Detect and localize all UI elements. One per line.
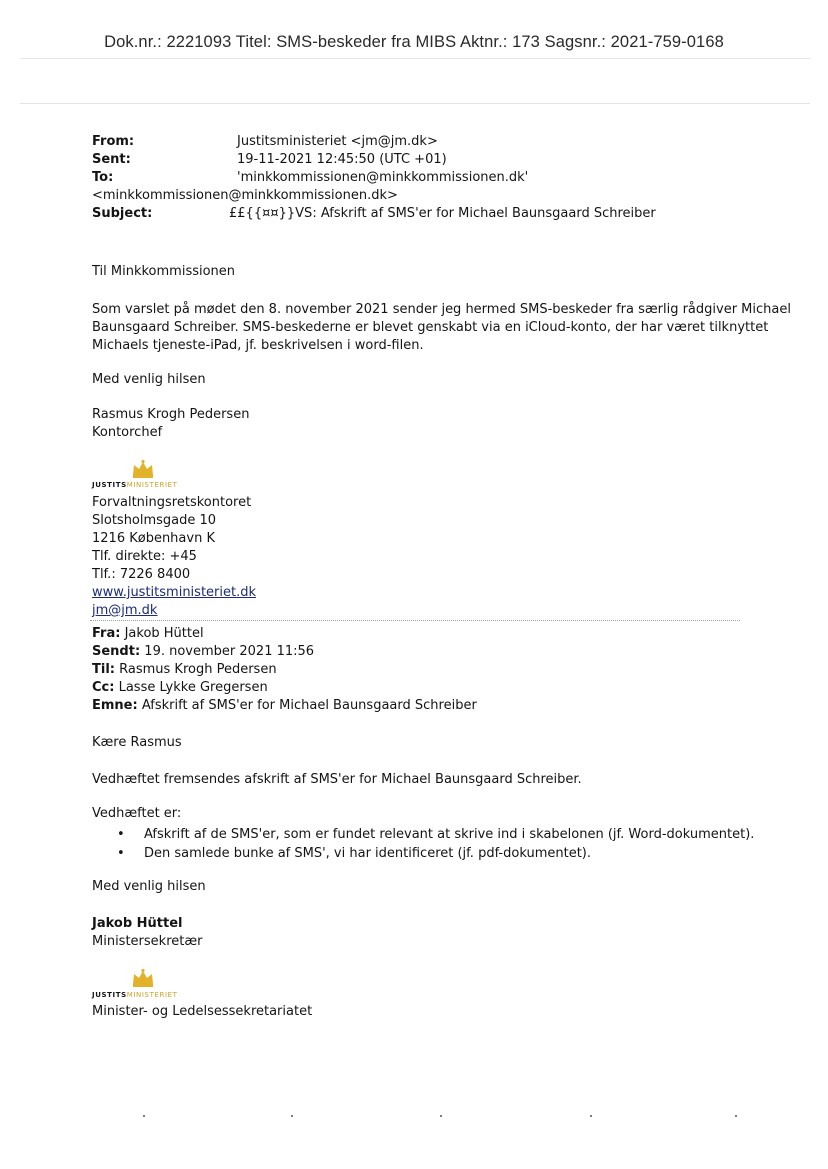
email-link[interactable]: jm@jm.dk [92,603,158,618]
office-name: Forvaltningsretskontoret [92,495,252,510]
body-line: Michaels tjeneste-iPad, jf. beskrivelsen i word-filen. [92,338,424,353]
phone: Tlf.: 7226 8400 [92,567,191,582]
to-label: To: [92,170,114,185]
body-line: Baunsgaard Schreiber. SMS-beskederne er blevet genskabt via en iCloud-konto, der har været tilknyttet [92,320,769,335]
document-header: Dok.nr.: 2221093 Titel: SMS-beskeder fra MIBS Aktnr.: 173 Sagsnr.: 2021-759-0168 [104,33,724,51]
city-address: 1216 København K [92,531,215,546]
justitsministeriet-logo: JUSTITSMINISTERIET [92,991,178,999]
subject-value: ££{{¤¤}}VS: Afskrift af SMS'er for Michael Baunsgaard Schreiber [229,206,656,221]
attachment-list [92,825,754,863]
list-item: • Den samlede bunke af SMS', vi har identificeret (jf. pdf-dokumentet). [117,846,591,861]
scan-speck [143,1115,145,1117]
cc-line: Cc: Lasse Lykke Gregersen [92,680,268,695]
crown-icon [131,968,155,988]
from-label: From: [92,134,135,149]
greeting: Til Minkkommissionen [92,264,236,279]
office-name: Minister- og Ledelsessekretariatet [92,1004,313,1019]
greeting: Kære Rasmus [92,735,182,750]
to-value-continued: <minkkommissionen@minkkommissionen.dk> [92,188,398,203]
signer-name: Rasmus Krogh Pedersen [92,407,250,422]
crown-icon [131,459,155,479]
attachments-intro: Vedhæftet er: [92,806,182,821]
scan-artifact-line [20,103,810,104]
from-value: Justitsministeriet <jm@jm.dk> [237,134,438,149]
to-value: 'minkkommissionen@minkkommissionen.dk' [237,170,529,185]
website-link[interactable]: www.justitsministeriet.dk [92,585,256,600]
signer-title: Kontorchef [92,425,163,440]
sent-label: Sent: [92,152,131,167]
justitsministeriet-logo: JUSTITSMINISTERIET [92,481,178,489]
sent-value: 19-11-2021 12:45:50 (UTC +01) [237,152,447,167]
subject-line: Emne: Afskrift af SMS'er for Michael Baunsgaard Schreiber [92,698,477,713]
signer-name: Jakob Hüttel [92,916,183,931]
street-address: Slotsholmsgade 10 [92,513,217,528]
body-line: Som varslet på mødet den 8. november 2021 sender jeg hermed SMS-beskeder fra særlig rådgiver Michael [92,302,791,317]
from-line: Fra: Jakob Hüttel [92,626,204,641]
signer-title: Ministersekretær [92,934,203,949]
to-line: Til: Rasmus Krogh Pedersen [92,662,277,677]
scan-speck [440,1115,442,1117]
scan-speck [590,1115,592,1117]
sent-line: Sendt: 19. november 2021 11:56 [92,644,315,659]
scan-speck [291,1115,293,1117]
closing: Med venlig hilsen [92,879,206,894]
list-item: • Afskrift af de SMS'er, som er fundet relevant at skrive ind i skabelonen (jf. Word-dokumentet). [117,827,755,842]
scan-artifact-line [20,58,810,59]
divider [90,620,740,621]
subject-label: Subject: [92,206,153,221]
closing: Med venlig hilsen [92,372,206,387]
body-line: Vedhæftet fremsendes afskrift af SMS'er for Michael Baunsgaard Schreiber. [92,772,582,787]
scan-speck [735,1115,737,1117]
direct-phone: Tlf. direkte: +45 [92,549,197,564]
